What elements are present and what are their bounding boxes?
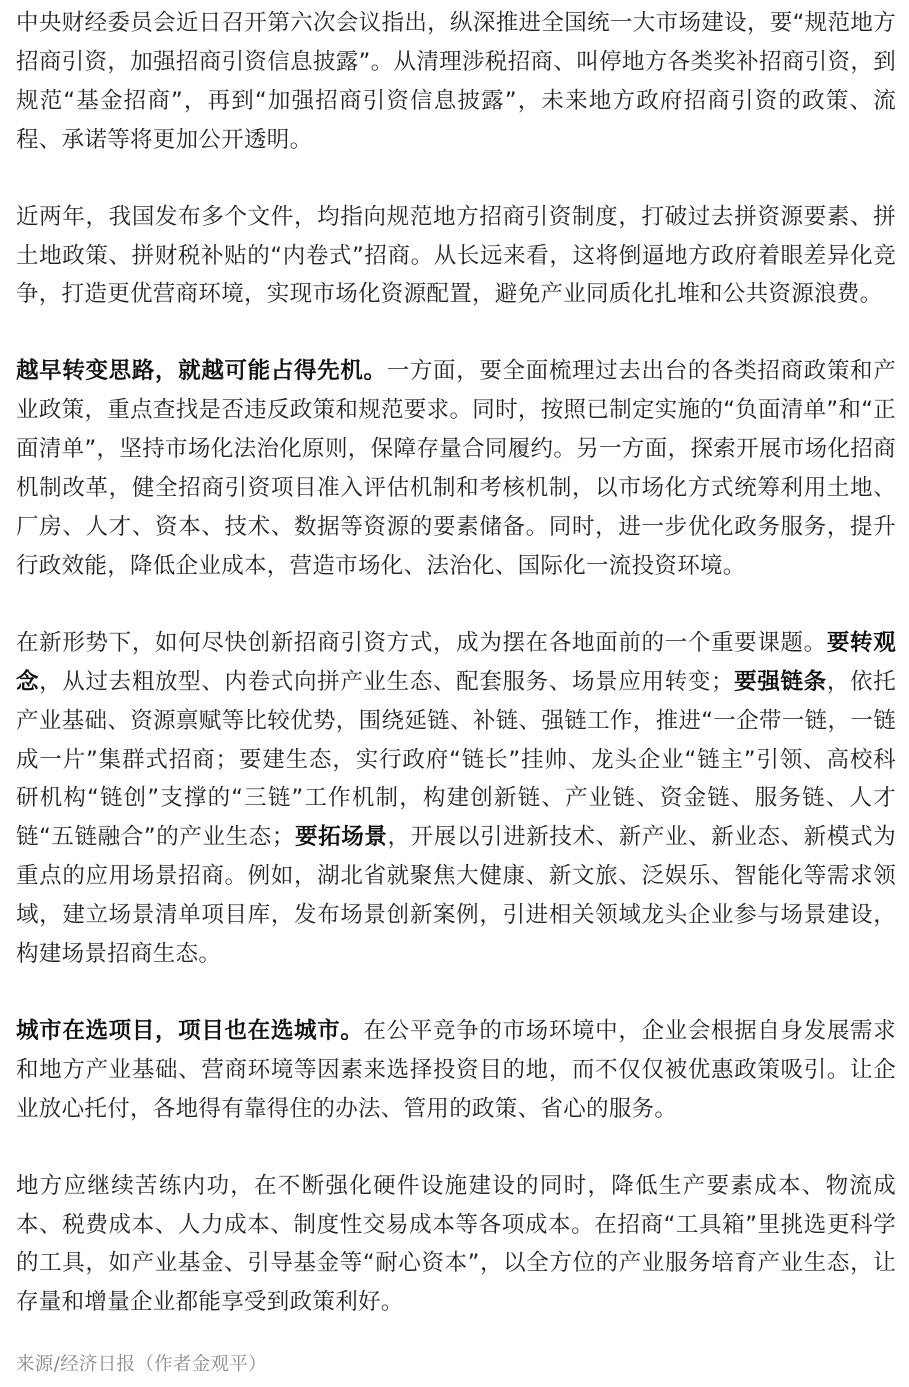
paragraph-text: ，依托产业基础、资源禀赋等比较优势，围绕延链、补链、强链工作，推进“一企带一链，一链成一片”集群式招商；要建生态，实行政府“链长”挂帅、龙头企业“链主”引领、高校科研机构“链创”支撑的“三链”工作机制，构建创新链、产业链、资金链、服务链、人才链“五链融合”的产业生态； bbox=[16, 668, 896, 851]
paragraph-text: 地方应继续苦练内功，在不断强化硬件设施建设的同时，降低生产要素成本、物流成本、税费成本、人力成本、制度性交易成本等各项成本。在招商“工具箱”里挑选更科学的工具，如产业基金、引导基金等“耐心资本”，以全方位的产业服务培育产业生态，让存量和增量企业都能享受到政策利好。 bbox=[16, 1172, 896, 1316]
paragraph-lead: 城市在选项目，项目也在选城市。 bbox=[16, 1017, 364, 1044]
paragraph-text: 近两年，我国发布多个文件，均指向规范地方招商引资制度，打破过去拼资源要素、拼土地政策、拼财税补贴的“内卷式”招商。从长远来看，这将倒逼地方政府着眼差异化竞争，打造更优营商环境，实现市场化资源配置，避免产业同质化扎堆和公共资源浪费。 bbox=[16, 203, 896, 308]
highlight-strengthen-chain: 要强链条 bbox=[733, 668, 827, 695]
paragraph-1 bbox=[16, 4, 896, 160]
paragraph-4 bbox=[16, 624, 896, 974]
paragraph-text: ，开展以引进新技术、新产业、新业态、新模式为重点的应用场景招商。例如，湖北省就聚焦大健康、新文旅、泛娱乐、智能化等需求领域，建立场景清单项目库，发布场景创新案例，引进相关领域龙头企业参与场景建设，构建场景招商生态。 bbox=[16, 824, 896, 968]
paragraph-5 bbox=[16, 1012, 896, 1129]
paragraph-2 bbox=[16, 198, 896, 315]
highlight-expand-scenarios: 要拓场景 bbox=[294, 824, 388, 851]
paragraph-text: 在公平竞争的市场环境中，企业会根据自身发展需求和地方产业基础、营商环境等因素来选择投资目的地，而不仅仅被优惠政策吸引。让企业放心托付，各地得有靠得住的办法、管用的政策、省心的服务。 bbox=[16, 1017, 896, 1122]
paragraph-lead: 越早转变思路，就越可能占得先机。 bbox=[16, 358, 387, 385]
paragraph-3 bbox=[16, 352, 896, 585]
paragraph-text: 一方面，要全面梳理过去出台的各类招商政策和产业政策，重点查找是否违反政策和规范要求。同时，按照已制定实施的“负面清单”和“正面清单”，坚持市场化法治化原则，保障存量合同履约。另一方面，探索开展市场化招商机制改革，健全招商引资项目准入评估机制和考核机制，以市场化方式统筹利用土地、厂房、人才、资本、技术、数据等资源的要素储备。同时，进一步优化政务服务，提升行政效能，降低企业成本，营造市场化、法治化、国际化一流投资环境。 bbox=[16, 358, 896, 579]
paragraph-text: 中央财经委员会近日召开第六次会议指出，纵深推进全国统一大市场建设，要“规范地方招商引资，加强招商引资信息披露”。从清理涉税招商、叫停地方各类奖补招商引资，到规范“基金招商”，再到“加强招商引资信息披露”，未来地方政府招商引资的政策、流程、承诺等将更加公开透明。 bbox=[16, 10, 896, 153]
article-body bbox=[16, 4, 896, 1322]
paragraph-text: 在新形势下，如何尽快创新招商引资方式，成为摆在各地面前的一个重要课题。 bbox=[16, 629, 827, 656]
paragraph-6 bbox=[16, 1167, 896, 1323]
paragraph-text: ，从过去粗放型、内卷式向拼产业生态、配套服务、场景应用转变； bbox=[39, 668, 734, 695]
source-credit: 来源/经济日报（作者金观平） bbox=[16, 1354, 267, 1375]
highlight-change-mindset: 要转观念 bbox=[16, 629, 896, 695]
